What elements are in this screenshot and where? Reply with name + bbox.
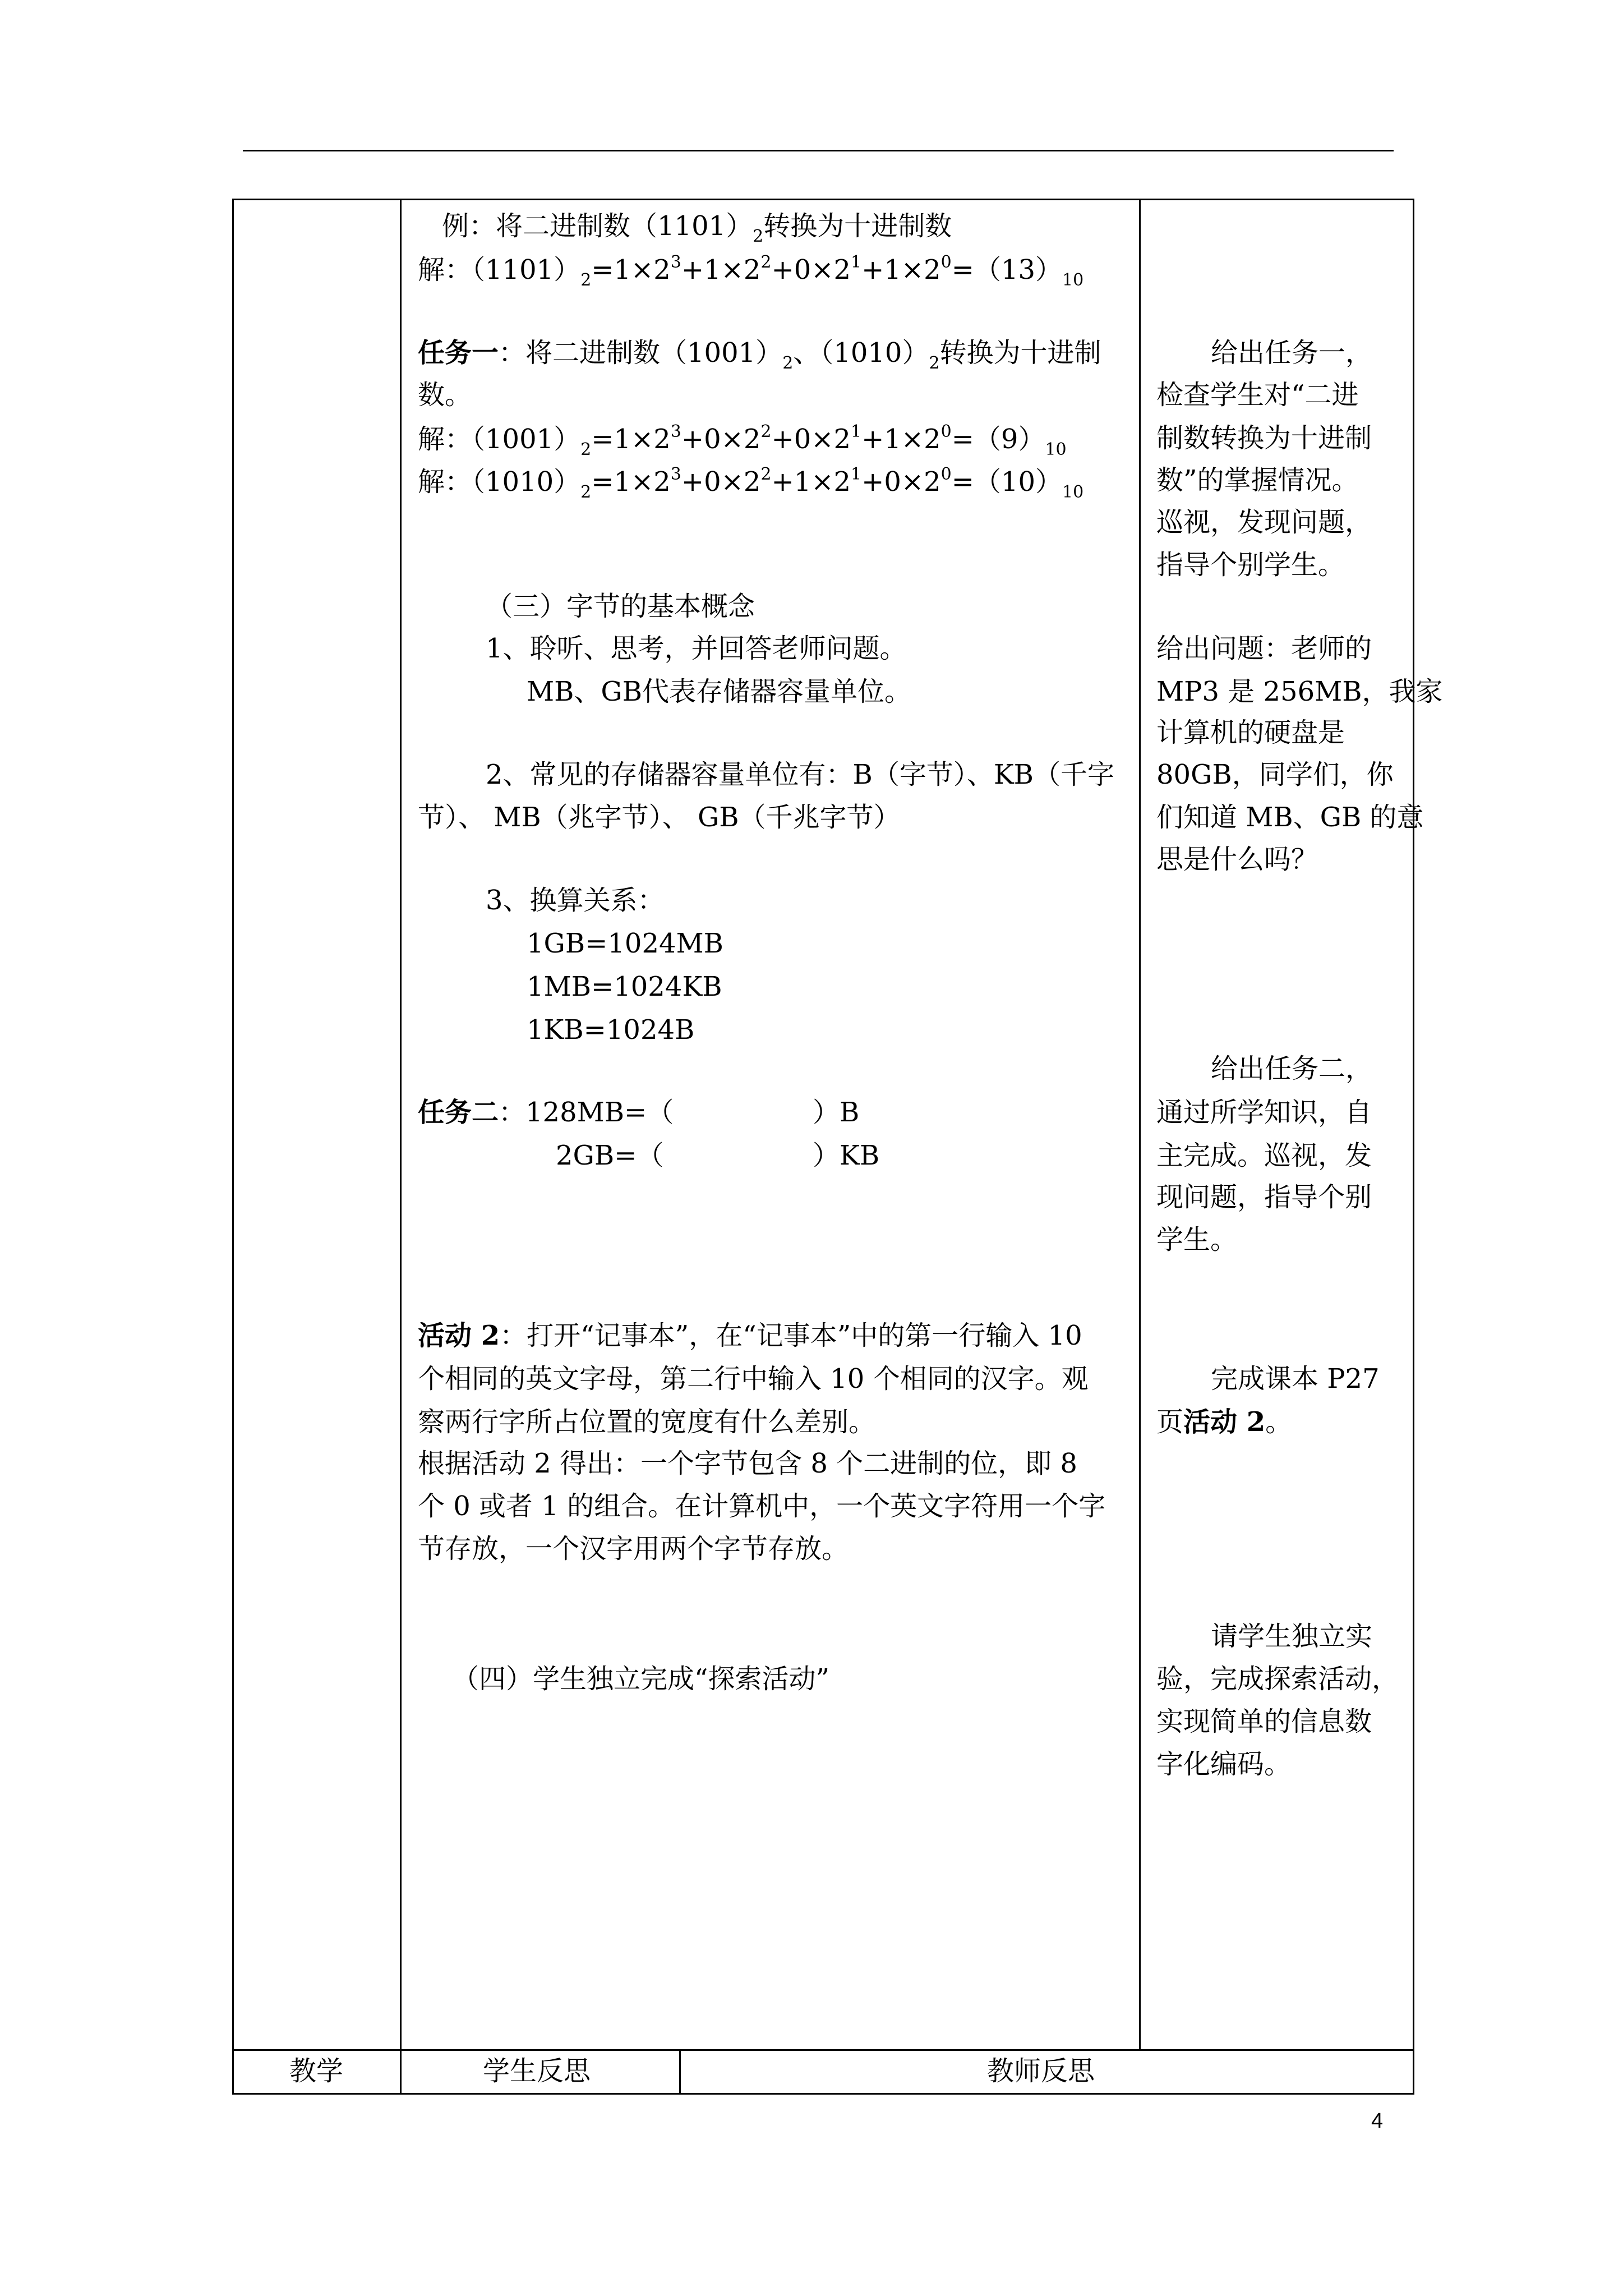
note-question-l2: MP3 是 256MB，我家: [1156, 676, 1443, 707]
activity2-line4: 根据活动 2 得出：一个字节包含 8 个二进制的位，即 8: [418, 1448, 1077, 1479]
conversion-3: 1KB=1024B: [527, 1014, 695, 1046]
section3-item1b: MB、GB代表存储器容量单位。: [527, 676, 912, 707]
task1-solution-1: 解：$(1001)_2=1\times 2^3+0\times 2^2+0\times 2^1+1\times 2^0=(9)_{10}$: [418, 422, 1067, 459]
note-task1-l4: 数”的掌握情况。: [1156, 464, 1359, 496]
table-col-divider-2: [1139, 199, 1141, 2051]
section3-heading: （三）字节的基本概念: [486, 591, 755, 622]
footer-cell-student-reflection: 学生反思: [483, 2055, 591, 2087]
note-task2-l2: 通过所学知识，自: [1156, 1097, 1372, 1128]
note-question-l6: 思是什么吗？: [1156, 844, 1318, 875]
note-question-l5: 们知道 MB、GB 的意: [1156, 802, 1424, 833]
page-number: 4: [1371, 2109, 1384, 2133]
note-task2-l1: 给出任务二，: [1211, 1053, 1373, 1084]
table-top-border: [232, 199, 1414, 200]
note-task1-l5: 巡视，发现问题，: [1156, 507, 1372, 538]
note-task1-l3: 制数转换为十进制: [1156, 422, 1372, 454]
note-task1-l2: 检查学生对“二进: [1156, 379, 1359, 411]
note-activity2-l2: 页活动 2。: [1156, 1406, 1293, 1438]
note-task1-l1: 给出任务一，: [1211, 337, 1373, 369]
table-right-border: [1413, 199, 1414, 2095]
note-question-l4: 80GB，同学们，你: [1156, 759, 1394, 790]
section3-item3: 3、换算关系：: [486, 885, 665, 916]
table-col-divider-1: [400, 199, 402, 2095]
note-task2-l3: 主完成。巡视，发: [1156, 1140, 1372, 1171]
task1-solution-2: 解：$(1010)_2=1\times 2^3+0\times 2^2+1\times 2^1+0\times 2^0=(10)_{10}$: [418, 464, 1084, 502]
note-explore-l3: 实现简单的信息数: [1156, 1706, 1372, 1737]
section4-heading: （四）学生独立完成“探索活动”: [452, 1663, 830, 1695]
note-task2-l5: 学生。: [1156, 1224, 1238, 1255]
section3-item2a: 2、常见的存储器容量单位有：B（字节）、KB（千字: [486, 759, 1114, 790]
task2-line1: 任务二：128MB=（: [418, 1097, 674, 1128]
task2-answer2-unit: ）KB: [813, 1140, 880, 1171]
note-explore-l2: 验，完成探索活动，: [1156, 1663, 1399, 1695]
note-question-l3: 计算机的硬盘是: [1156, 717, 1345, 748]
note-task2-l4: 现问题，指导个别: [1156, 1181, 1372, 1213]
example-solution: 解：$(1101)_2=1\times 2^3+1\times 2^2+0\times 2^1+1\times 2^0=(13)_{10}$: [418, 252, 1084, 290]
task1-line1: 任务一：将二进制数$(1001)_2$、$(1010)_2$转换为十进制: [418, 337, 1101, 373]
activity2-line2: 个相同的英文字母，第二行中输入 10 个相同的汉字。观: [418, 1363, 1089, 1395]
note-activity2-l1: 完成课本 P27: [1211, 1363, 1380, 1395]
table-col-divider-3: [679, 2049, 681, 2095]
table-bottom-border: [232, 2093, 1414, 2095]
conversion-1: 1GB=1024MB: [527, 928, 723, 959]
header-rule: [243, 150, 1394, 151]
task2-answer1-unit: ）B: [813, 1097, 860, 1128]
section3-item2b: 节）、 MB（兆字节）、 GB（千兆字节）: [418, 802, 901, 833]
activity2-line3: 察两行字所占位置的宽度有什么差别。: [418, 1406, 876, 1438]
table-left-border: [232, 199, 234, 2095]
lesson-table: [232, 199, 1443, 2095]
note-explore-l4: 字化编码。: [1156, 1749, 1292, 1780]
conversion-2: 1MB=1024KB: [527, 971, 722, 1002]
note-question-l1: 给出问题：老师的: [1156, 633, 1372, 664]
note-task1-l6: 指导个别学生。: [1156, 549, 1345, 581]
example-title: 例：将二进制数$(1101)_2$转换为十进制数: [442, 210, 952, 246]
activity2-line1: 活动 2：打开“记事本”，在“记事本”中的第一行输入 10: [418, 1320, 1082, 1351]
footer-cell-teacher-reflection: 教师反思: [987, 2055, 1095, 2087]
table-row-divider: [232, 2049, 1414, 2051]
footer-cell-teaching: 教学: [289, 2055, 344, 2087]
section3-item1: 1、聆听、思考，并回答老师问题。: [486, 633, 907, 664]
task2-line2: 2GB=（: [556, 1140, 664, 1171]
task1-line2: 数。: [418, 379, 472, 411]
activity2-line6: 节存放，一个汉字用两个字节存放。: [418, 1533, 849, 1565]
note-explore-l1: 请学生独立实: [1211, 1621, 1373, 1652]
activity2-line5: 个 0 或者 1 的组合。在计算机中，一个英文字符用一个字: [418, 1490, 1106, 1522]
